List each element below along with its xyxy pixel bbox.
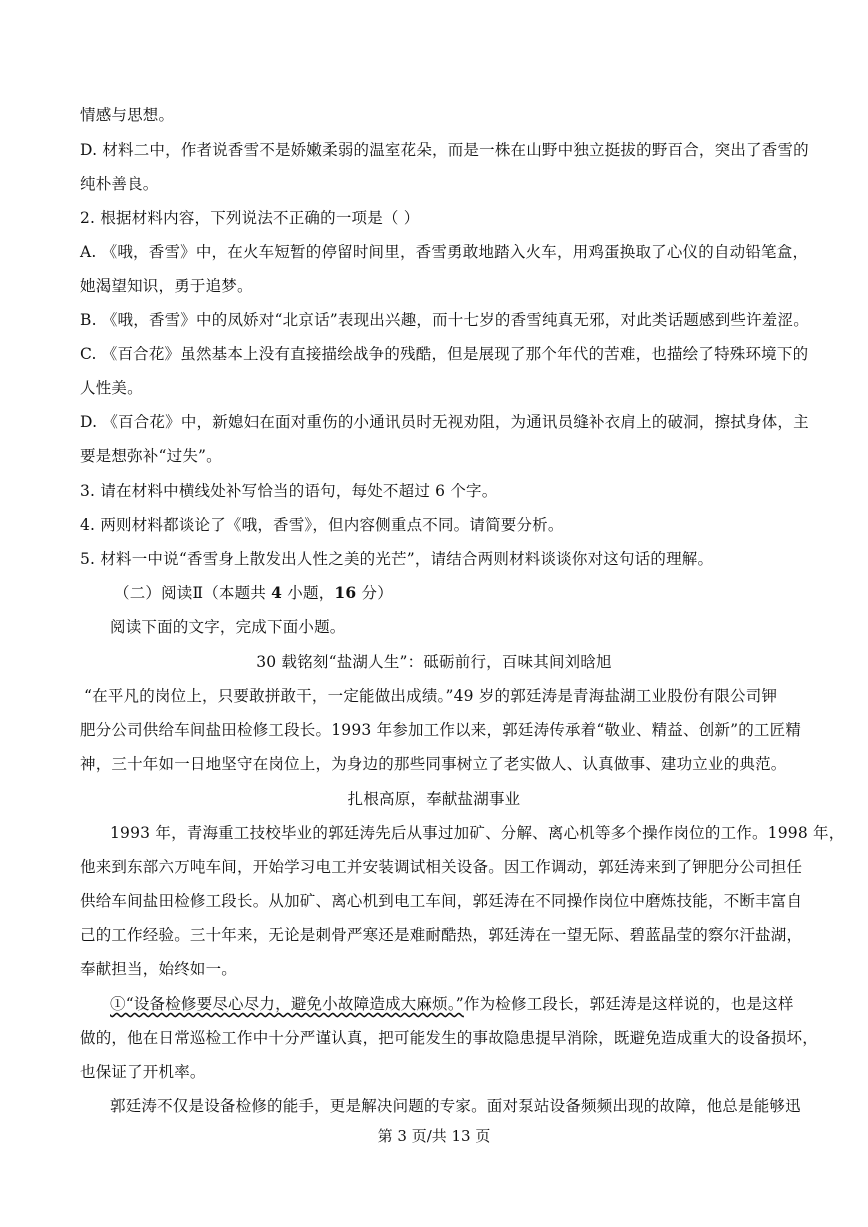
option-b: B. 《哦，香雪》中的凤娇对“北京话”表现出兴趣，而十七岁的香雪纯真无邪，对此类话题感到些许羞涩。 xyxy=(80,311,809,329)
paragraph-line: 做的，他在日常巡检工作中十分严谨认真，把可能发生的事故隐患提早消除，既避免造成重大的设备损坏， xyxy=(80,1029,818,1047)
question-4: 4. 两则材料都谈论了《哦，香雪》，但内容侧重点不同。请简要分析。 xyxy=(80,516,564,534)
section-subtitle: 扎根高原，奉献盐湖事业 xyxy=(347,790,521,808)
paragraph-line: 他来到东部六万吨车间，开始学习电工并安装调试相关设备。因工作调动，郭廷涛来到了钾肥分公司担任 xyxy=(80,858,803,876)
section-heading: （二）阅读Ⅱ（本题共 4 小题，16 分） xyxy=(114,583,393,602)
paragraph-line: 也保证了开机率。 xyxy=(80,1063,206,1081)
paragraph-line: ①“设备检修要尽心尽力，避免小故障造成大麻烦。”作为检修工段长，郭廷涛是这样说的，也是这样 xyxy=(110,995,794,1013)
option-d: D. 《百合花》中，新媳妇在面对重伤的小通讯员时无视劝阻，为通讯员缝补衣肩上的破洞，擦拭身体，主 xyxy=(80,413,809,431)
text-line: 情感与思想。 xyxy=(80,106,175,124)
option-a: A. 《哦，香雪》中，在火车短暂的停留时间里，香雪勇敢地踏入火车，用鸡蛋换取了心仪的自动铅笔盒， xyxy=(80,243,809,261)
paragraph-line: 1993 年，青海重工技校毕业的郭廷涛先后从事过加矿、分解、离心机等多个操作岗位的工作。1998 年， xyxy=(110,824,845,842)
paragraph-line: 郭廷涛不仅是设备检修的能手，更是解决问题的专家。面对泵站设备频频出现的故障，他总是能够迅 xyxy=(110,1097,801,1115)
article-title: 30 载铭刻“盐湖人生”：砥砺前行，百味其间刘晗旭 xyxy=(256,653,612,671)
paragraph-line: 奉献担当，始终如一。 xyxy=(80,960,238,978)
option-c: C. 《百合花》虽然基本上没有直接描绘战争的残酷，但是展现了那个年代的苦难，也描绘了特殊环境下的 xyxy=(80,345,809,363)
marked-sentence: ①“设备检修要尽心尽力，避免小故障造成大麻烦。” xyxy=(110,995,464,1013)
text-line: 她渴望知识，勇于追梦。 xyxy=(80,277,253,295)
text-line: 人性美。 xyxy=(80,379,143,397)
question-2: 2. 根据材料内容，下列说法不正确的一项是（ ） xyxy=(80,209,420,227)
paragraph-line: “在平凡的岗位上，只要敢拼敢干，一定能做出成绩。”49 岁的郭廷涛是青海盐湖工业股份有限公司钾 xyxy=(84,687,778,705)
paragraph-line: 己的工作经验。三十年来，无论是刺骨严寒还是难耐酷热，郭廷涛在一望无际、碧蓝晶莹的察尔汗盐湖， xyxy=(80,926,803,944)
text-line: 纯朴善良。 xyxy=(80,175,159,193)
question-3: 3. 请在材料中横线处补写恰当的语句，每处不超过 6 个字。 xyxy=(80,482,498,500)
instruction: 阅读下面的文字，完成下面小题。 xyxy=(110,618,346,636)
page-number: 第 3 页/共 13 页 xyxy=(377,1127,491,1145)
text-line: D. 材料二中，作者说香雪不是娇嫩柔弱的温室花朵，而是一株在山野中独立挺拔的野百合，突出了香雪的 xyxy=(80,141,809,159)
text-line: 要是想弥补“过失”。 xyxy=(80,447,222,465)
question-5: 5. 材料一中说“香雪身上散发出人性之美的光芒”，请结合两则材料谈谈你对这句话的理解。 xyxy=(80,550,714,568)
paragraph-line: 供给车间盐田检修工段长。从加矿、离心机到电工车间，郭廷涛在不同操作岗位中磨炼技能，不断丰富自 xyxy=(80,892,803,910)
paragraph-line: 肥分公司供给车间盐田检修工段长。1993 年参加工作以来，郭廷涛传承着“敬业、精益、创新”的工匠精 xyxy=(80,721,802,739)
paragraph-line: 神，三十年如一日地坚守在岗位上，为身边的那些同事树立了老实做人、认真做事、建功立业的典范。 xyxy=(80,755,787,773)
